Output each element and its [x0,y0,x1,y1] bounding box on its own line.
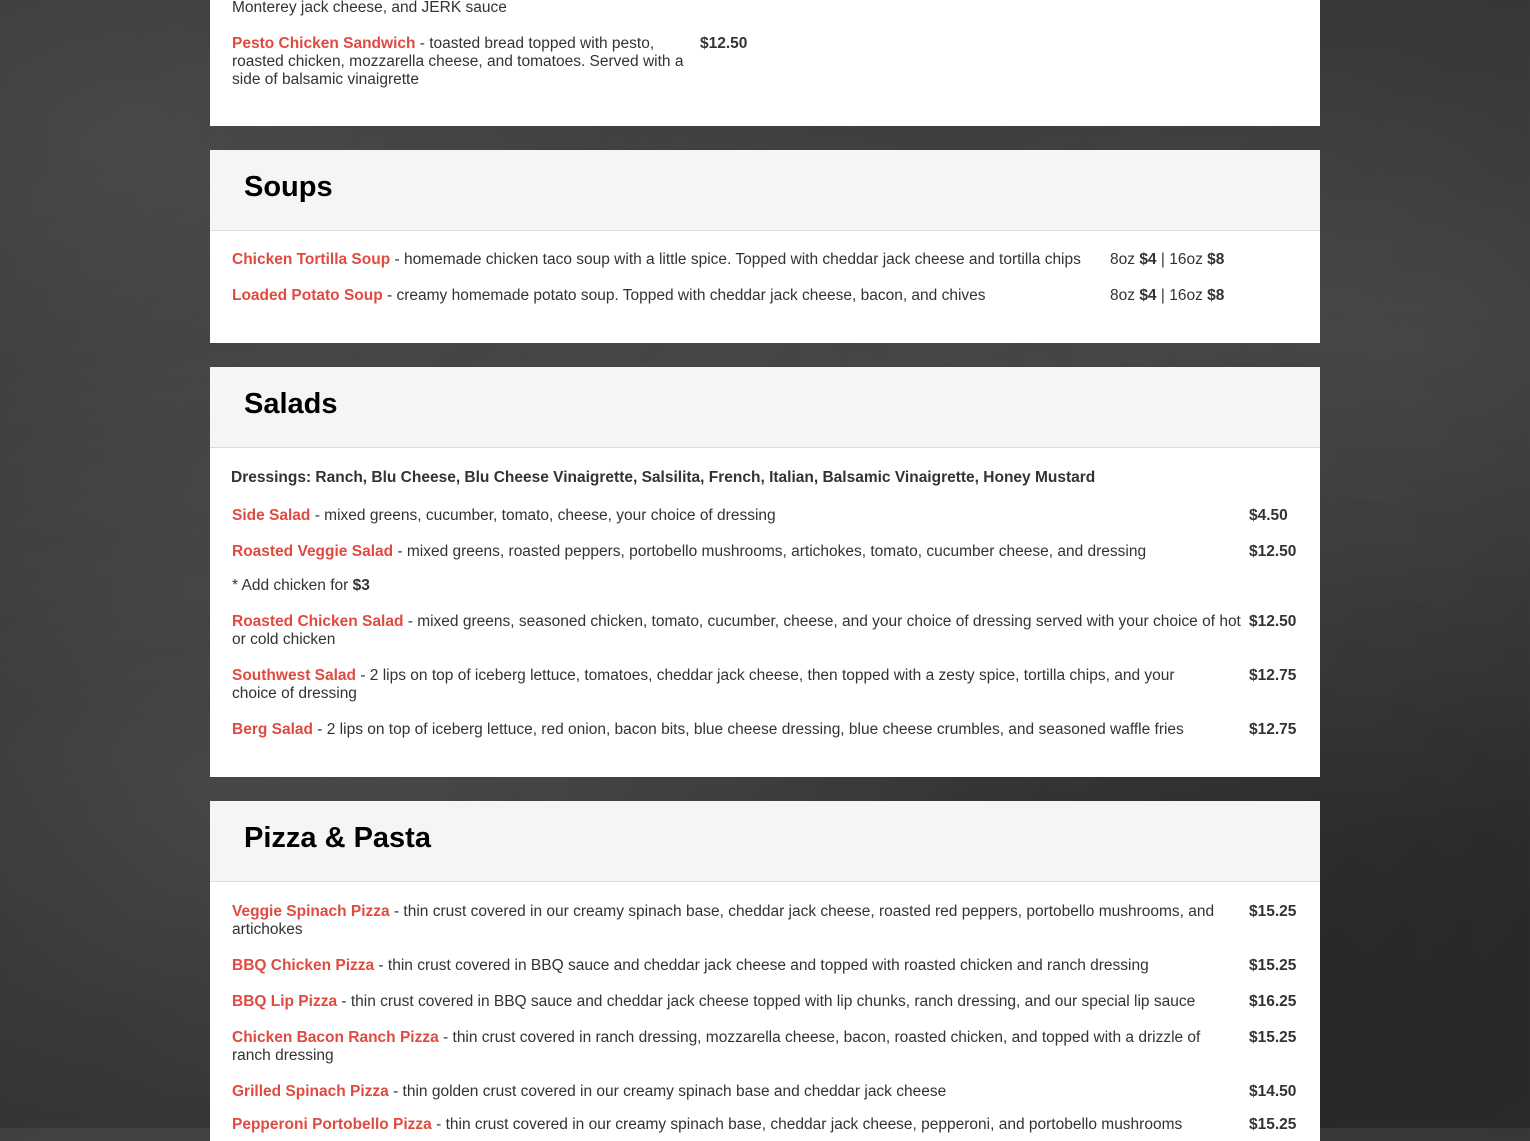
menu-item-description: - mixed greens, cucumber, tomato, cheese, your choice of dressing [310,507,776,524]
menu-item-price: $15.25 [1249,903,1297,920]
menu-item-name: Side Salad [232,507,311,524]
menu-item-price: $15.25 [1249,957,1297,974]
menu-item-loaded-potato-soup [232,287,1102,305]
menu-item-description: - creamy homemade potato soup. Topped with cheddar jack cheese, bacon, and chives [382,287,986,304]
menu-item-description: - thin crust covered in BBQ sauce and cheddar jack cheese topped with lip chunks, ranch dressing, and our special lip sauce [337,993,1196,1010]
menu-item-roasted-chicken-salad [232,613,1249,649]
menu-item-roasted-veggie-salad [232,543,1242,561]
section-title: Pizza & Pasta [244,822,431,854]
menu-item-name: BBQ Lip Pizza [232,993,338,1010]
menu-item-bbq-chicken-pizza [232,957,1242,975]
menu-item-description: - homemade chicken taco soup with a little spice. Topped with cheddar jack cheese and tortilla chips [390,251,1081,268]
menu-item-side-salad [232,507,1242,525]
add-chicken-note: * Add chicken for $3 [232,577,370,594]
menu-item-description: - toasted bread topped with pesto, roasted chicken, mozzarella cheese, and tomatoes. Served with a side of balsamic vinaigrette [232,35,684,88]
menu-item-southwest-salad [232,667,1217,703]
menu-item-size-prices: 8oz $4 | 16oz $8 [1110,251,1225,268]
menu-item-price: $4.50 [1249,507,1288,524]
menu-item-veggie-spinach-pizza [232,903,1249,939]
menu-item-description: - thin crust covered in ranch dressing, mozzarella cheese, bacon, roasted chicken, and topped with a drizzle of ranch dressing [232,1029,1201,1064]
menu-item-description: - thin crust covered in our creamy spinach base, cheddar jack cheese, roasted red peppers, portobello mushrooms, and artichokes [232,903,1215,938]
menu-item-name: Veggie Spinach Pizza [232,903,390,920]
menu-item-price: $12.50 [1249,543,1297,560]
menu-item-price: $15.25 [1249,1029,1297,1046]
menu-item-name: Loaded Potato Soup [232,287,383,304]
menu-item-price: $12.75 [1249,721,1297,738]
section-title: Soups [244,171,333,203]
menu-item-name: Chicken Tortilla Soup [232,251,391,268]
menu-item-name: Roasted Chicken Salad [232,613,404,630]
menu-item-name: Pepperoni Portobello Pizza [232,1116,432,1133]
section-header [210,801,1320,882]
section-header [210,367,1320,448]
soups-section [210,150,1320,343]
section-title: Salads [244,388,338,420]
menu-item-description: - 2 lips on top of iceberg lettuce, tomatoes, cheddar jack cheese, then topped with a zesty spice, tortilla chips, and your choice of dressing [232,667,1175,702]
menu-item-price: $12.75 [1249,667,1297,684]
menu-item-pesto-chicken-sandwich [232,35,702,89]
menu-item-name: Berg Salad [232,721,313,738]
menu-item-price: $15.25 [1249,1116,1297,1133]
menu-item-description: - 2 lips on top of iceberg lettuce, red onion, bacon bits, blue cheese dressing, blue cheese crumbles, and seasoned waffle fries [312,721,1184,738]
pizza-pasta-section [210,801,1320,1141]
menu-item-berg-salad [232,721,1242,739]
menu-item-price: $12.50 [700,35,748,52]
menu-item-size-prices: 8oz $4 | 16oz $8 [1110,287,1225,304]
menu-item-description: - thin crust covered in BBQ sauce and cheddar jack cheese and topped with roasted chicken and ranch dressing [374,957,1149,974]
menu-item-price: $16.25 [1249,993,1297,1010]
menu-item-price: $12.50 [1249,613,1297,630]
sandwiches-section [210,0,1320,126]
menu-item-name: Pesto Chicken Sandwich [232,35,416,52]
menu-item-name: BBQ Chicken Pizza [232,957,375,974]
menu-item-pepperoni-portobello-pizza [232,1116,1242,1134]
add-chicken-price: $3 [352,577,370,594]
menu-item-chicken-tortilla-soup [232,251,1112,269]
menu-item-name: Southwest Salad [232,667,357,684]
menu-item-description: - thin crust covered in our creamy spinach base, cheddar jack cheese, pepperoni, and portobello mushrooms [431,1116,1183,1133]
sandwich-previous-description: Monterey jack cheese, and JERK sauce [232,0,507,16]
menu-item-name: Chicken Bacon Ranch Pizza [232,1029,439,1046]
section-header [210,150,1320,231]
menu-item-name: Grilled Spinach Pizza [232,1083,389,1100]
menu-item-chicken-bacon-ranch-pizza [232,1029,1242,1065]
menu-item-grilled-spinach-pizza [232,1083,1242,1101]
menu-item-name: Roasted Veggie Salad [232,543,394,560]
menu-item-price: $14.50 [1249,1083,1297,1100]
dressings-list: Dressings: Ranch, Blu Cheese, Blu Cheese Vinaigrette, Salsilita, French, Italian, Balsamic Vinaigrette, Honey Mustard [231,469,1096,486]
menu-item-description: - mixed greens, seasoned chicken, tomato, cucumber, cheese, and your choice of dressing served with your choice of hot or cold chicken [232,613,1241,648]
salads-section [210,367,1320,777]
menu-item-bbq-lip-pizza [232,993,1242,1011]
menu-item-description: - thin golden crust covered in our creamy spinach base and cheddar jack cheese [388,1083,947,1100]
menu-item-description: - mixed greens, roasted peppers, portobello mushrooms, artichokes, tomato, cucumber cheese, and dressing [393,543,1147,560]
